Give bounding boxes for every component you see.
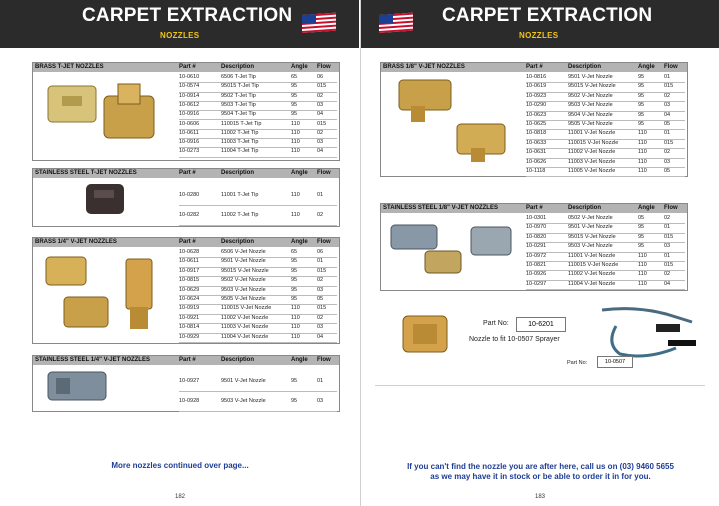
left-page-number: 182 (175, 494, 186, 500)
table-cell: 06 (317, 74, 324, 80)
table-cell: 95 (291, 101, 298, 108)
right-footer-line2: as we may have it in stock or be able to order it in for you. (430, 472, 651, 481)
table-cell: 95 (291, 258, 298, 265)
table-cell: 10-0631 (526, 149, 547, 156)
table-cell: 01 (664, 252, 671, 259)
right-banner (361, 0, 719, 48)
table-cell: 03 (317, 101, 324, 108)
table-cell: 110 (638, 252, 647, 259)
table-cell: 10-0282 (179, 212, 200, 218)
table-cell: 10-0629 (179, 286, 200, 293)
column-header: Angle (291, 357, 308, 363)
table-cell: 110 (638, 168, 647, 174)
section-header (381, 63, 687, 72)
table-cell: 110 (638, 130, 647, 137)
column-header: Part # (526, 205, 543, 211)
table-cell: 03 (664, 243, 671, 250)
table-cell: 10-0818 (526, 130, 547, 137)
table-cell: 9503 V-Jet Nozzle (221, 286, 266, 293)
column-header: Description (221, 239, 255, 245)
table-cell: 10-0610 (179, 74, 200, 80)
table-cell: 02 (664, 149, 671, 156)
table-cell: 02 (664, 92, 671, 99)
table-cell: 95 (638, 233, 645, 240)
table-cell: 015 (664, 233, 674, 240)
table-cell: 11001 V-Jet Nozzle (568, 130, 616, 137)
section-header (33, 238, 339, 247)
table-cell: 01 (317, 258, 324, 265)
table-cell: 02 (317, 129, 324, 136)
table-cell: 95 (638, 121, 645, 127)
table-cell: 10-0914 (179, 92, 200, 99)
table-cell: 10-0821 (526, 262, 547, 268)
column-header: Angle (291, 64, 308, 70)
left-footer-note: More nozzles continued over page... (111, 461, 249, 470)
table-cell: 06 (317, 249, 324, 255)
column-header: Angle (291, 239, 308, 245)
table-cell: 03 (317, 398, 324, 404)
table-cell: 110 (291, 139, 300, 146)
table-cell: 015 (317, 83, 327, 90)
brass-t-jet-photo (40, 74, 165, 154)
table-cell: 11002 V-Jet Nozzle (568, 271, 616, 278)
table-cell: 9503 T-Jet Tip (221, 101, 256, 108)
table-cell: 015 (317, 120, 327, 127)
table-cell: 110015 T-Jet Tip (221, 120, 262, 127)
brass-eighth-v-jet-photo (387, 72, 512, 172)
table-cell: 95015 T-Jet Tip (221, 83, 259, 90)
column-header: Part # (526, 64, 543, 70)
table-cell: 01 (317, 192, 324, 198)
table-cell: 10-0273 (179, 148, 200, 155)
table-cell: 02 (317, 92, 324, 99)
table-cell: 10-0628 (179, 249, 200, 255)
table-cell: 95 (291, 111, 298, 118)
table-cell: 11003 T-Jet Tip (221, 139, 259, 146)
table-cell: 04 (317, 148, 324, 155)
table-cell: 110 (291, 148, 300, 155)
left-banner (0, 0, 359, 48)
table-row (179, 333, 337, 343)
column-header: Flow (317, 170, 331, 176)
right-page-title: CARPET EXTRACTION (442, 5, 653, 26)
sprayer-part-value: 10-0507 (597, 356, 633, 368)
table-cell: 10-0923 (526, 92, 547, 99)
table-cell: 10-0612 (179, 101, 200, 108)
right-footer-line1: If you can't find the nozzle you are after here, call us on (03) 9460 5655 (407, 462, 674, 471)
table-cell: 10-0297 (526, 280, 547, 287)
table-cell: 110 (638, 271, 647, 278)
table-cell: 05 (664, 168, 671, 174)
table-cell: 9501 V-Jet Nozzle (221, 378, 266, 384)
table-row (526, 167, 685, 177)
table-cell: 6506 V-Jet Nozzle (221, 249, 266, 255)
table-cell: 10-0611 (179, 258, 199, 265)
table-cell: 11005 V-Jet Nozzle (568, 168, 616, 174)
table-row (179, 371, 337, 392)
table-cell: 11003 V-Jet Nozzle (221, 324, 269, 331)
table-cell: 65 (291, 74, 298, 80)
table-cell: 015 (317, 305, 327, 312)
table-cell: 03 (664, 102, 671, 109)
table-cell: 9502 V-Jet Nozzle (221, 277, 266, 284)
table-cell: 04 (317, 111, 324, 118)
table-cell: 015 (317, 267, 327, 274)
table-cell: 10-0815 (179, 277, 200, 284)
table-cell: 10-0625 (526, 121, 547, 127)
table-cell: 03 (317, 139, 324, 146)
table-cell: 10-0633 (526, 139, 547, 146)
column-header: Part # (179, 239, 196, 245)
table-cell: 10-0927 (179, 378, 200, 384)
table-cell: 10-0917 (179, 267, 200, 274)
table-cell: 110 (291, 192, 300, 198)
table-cell: 10-1118 (526, 168, 546, 174)
section-header (33, 63, 339, 72)
table-cell: 110 (291, 324, 300, 331)
table-cell: 110 (291, 212, 300, 218)
table-cell: 10-0301 (526, 215, 547, 221)
column-header: Part # (179, 357, 196, 363)
table-cell: 10-0916 (179, 139, 200, 146)
table-cell: 95015 V-Jet Nozzle (221, 267, 269, 274)
table-cell: 015 (664, 83, 674, 90)
table-cell: 04 (664, 280, 671, 287)
table-cell: 110 (291, 314, 300, 321)
column-header: Angle (638, 64, 655, 70)
section-title: STAINLESS STEEL T-JET NOZZLES (35, 170, 137, 176)
table-cell: 11002 V-Jet Nozzle (221, 314, 269, 321)
table-cell: 9503 V-Jet Nozzle (568, 102, 613, 109)
column-header: Angle (291, 170, 308, 176)
table-cell: 05 (638, 215, 645, 221)
column-header: Description (221, 170, 255, 176)
table-cell: 95 (638, 111, 645, 118)
table-cell: 9501 V-Jet Nozzle (568, 74, 613, 80)
table-cell: 95 (638, 74, 645, 80)
table-cell: 110 (638, 139, 647, 146)
nozzle-photo (395, 310, 455, 358)
table-cell: 11001 T-Jet Tip (221, 192, 259, 198)
table-cell: 04 (664, 111, 671, 118)
right-page-subtitle: NOZZLES (519, 31, 559, 40)
table-row (179, 185, 337, 206)
nozzle-caption: Nozzle to fit 10-0507 Sprayer (469, 336, 560, 343)
table-cell: 95 (291, 286, 298, 293)
us-flag-icon (379, 12, 413, 34)
table-cell: 95015 V-Jet Nozzle (568, 83, 616, 90)
table-cell: 10-0929 (179, 333, 200, 340)
table-cell: 015 (664, 262, 674, 268)
table-cell: 110 (638, 149, 647, 156)
column-header: Flow (317, 357, 331, 363)
table-cell: 9503 V-Jet Nozzle (568, 243, 613, 250)
table-cell: 01 (317, 378, 324, 384)
table-cell: 6506 T-Jet Tip (221, 74, 256, 80)
table-cell: 110 (291, 333, 300, 340)
table-cell: 10-0623 (526, 111, 547, 118)
table-cell: 110 (638, 280, 647, 287)
table-cell: 110 (291, 129, 300, 136)
table-cell: 95 (638, 243, 645, 250)
column-header: Flow (664, 64, 678, 70)
sprayer-photo (596, 304, 706, 362)
table-cell: 9504 V-Jet Nozzle (568, 111, 613, 118)
column-header: Flow (664, 205, 678, 211)
table-cell: 11002 T-Jet Tip (221, 129, 259, 136)
table-cell: 11002 T-Jet Tip (221, 212, 259, 218)
table-row (179, 147, 337, 157)
table-cell: 02 (317, 277, 324, 284)
table-cell: 03 (317, 324, 324, 331)
table-cell: 9503 V-Jet Nozzle (221, 398, 266, 404)
table-cell: 10-0626 (526, 158, 547, 165)
table-cell: 03 (317, 286, 324, 293)
table-cell: 10-0916 (179, 111, 200, 118)
column-header: Description (221, 64, 255, 70)
table-cell: 110 (638, 262, 647, 268)
table-cell: 11004 V-Jet Nozzle (221, 333, 269, 340)
table-cell: 11002 V-Jet Nozzle (568, 149, 616, 156)
brass-quarter-v-jet-photo (36, 247, 166, 339)
table-cell: 02 (317, 212, 324, 218)
table-cell: 11004 V-Jet Nozzle (568, 280, 616, 287)
left-page-title: CARPET EXTRACTION (82, 5, 293, 26)
table-cell: 015 (664, 139, 674, 146)
table-cell: 10-0814 (179, 324, 200, 331)
table-cell: 02 (664, 271, 671, 278)
column-header: Part # (179, 64, 196, 70)
left-page (0, 0, 359, 506)
table-cell: 10-0611 (179, 129, 199, 136)
table-cell: 95 (638, 83, 645, 90)
table-cell: 10-0291 (526, 243, 547, 250)
table-cell: 9505 V-Jet Nozzle (568, 121, 613, 127)
section-title: BRASS T-JET NOZZLES (35, 64, 104, 70)
stainless-quarter-v-jet-photo (42, 364, 112, 408)
right-page (360, 0, 719, 506)
table-cell: 95 (291, 398, 298, 404)
part-no-label: Part No: (483, 320, 509, 327)
table-row (179, 391, 337, 412)
table-row (179, 205, 337, 226)
table-cell: 110 (291, 120, 300, 127)
table-cell: 10-0970 (526, 224, 547, 231)
divider (375, 385, 705, 386)
table-cell: 01 (664, 74, 671, 80)
table-cell: 10-0820 (526, 233, 547, 240)
table-cell: 10-0926 (526, 271, 547, 278)
table-cell: 9504 T-Jet Tip (221, 111, 256, 118)
table-cell: 10-0928 (179, 398, 200, 404)
column-header: Flow (317, 64, 331, 70)
sprayer-part-label: Part No: (567, 360, 588, 366)
table-cell: 02 (317, 314, 324, 321)
column-header: Flow (317, 239, 331, 245)
table-cell: 05 (664, 121, 671, 127)
column-header: Angle (638, 205, 655, 211)
table-cell: 01 (664, 224, 671, 231)
column-header: Description (568, 205, 602, 211)
section-title: BRASS 1/4" V-JET NOZZLES (35, 239, 117, 245)
left-page-subtitle: NOZZLES (160, 31, 200, 40)
table-cell: 65 (291, 249, 298, 255)
table-cell: 9501 V-Jet Nozzle (568, 224, 613, 231)
section-header (33, 169, 339, 178)
stainless-eighth-v-jet-photo (385, 215, 525, 285)
column-header: Description (568, 64, 602, 70)
table-cell: 9502 T-Jet Tip (221, 92, 256, 99)
table-cell: 11004 T-Jet Tip (221, 148, 259, 155)
table-cell: 9502 V-Jet Nozzle (568, 92, 613, 99)
table-cell: 95015 V-Jet Nozzle (568, 233, 616, 240)
table-cell: 10-0972 (526, 252, 547, 259)
table-cell: 10-0921 (179, 314, 200, 321)
table-cell: 10-0816 (526, 74, 547, 80)
table-cell: 110015 V-Jet Nozzle (568, 139, 619, 146)
table-cell: 10-0624 (179, 296, 200, 302)
right-page-number: 183 (535, 494, 546, 500)
table-cell: 03 (664, 158, 671, 165)
table-cell: 95 (291, 92, 298, 99)
table-cell: 10-0280 (179, 192, 200, 198)
table-cell: 110 (638, 158, 647, 165)
table-cell: 95 (638, 92, 645, 99)
column-header: Description (221, 357, 255, 363)
table-cell: 04 (317, 333, 324, 340)
section-header (381, 204, 687, 213)
table-cell: 01 (664, 130, 671, 137)
us-flag-icon (302, 12, 336, 34)
table-cell: 05 (317, 296, 324, 302)
section-title: STAINLESS STEEL 1/8" V-JET NOZZLES (383, 205, 498, 211)
table-cell: 10-0290 (526, 102, 547, 109)
table-cell: 11001 V-Jet Nozzle (568, 252, 616, 259)
section-stainless-t-jet (32, 168, 340, 227)
table-row (526, 280, 685, 290)
table-cell: 10-0919 (179, 305, 200, 312)
table-cell: 110015 V-Jet Nozzle (568, 262, 619, 268)
table-cell: 95 (291, 296, 298, 302)
stainless-t-jet-photo (80, 178, 130, 220)
table-cell: 95 (638, 224, 645, 231)
table-cell: 10-0606 (179, 120, 200, 127)
table-cell: 11003 V-Jet Nozzle (568, 158, 616, 165)
column-header: Part # (179, 170, 196, 176)
table-cell: 110 (291, 305, 300, 312)
table-cell: 110015 V-Jet Nozzle (221, 305, 272, 312)
section-title: BRASS 1/8" V-JET NOZZLES (383, 64, 465, 70)
table-cell: 9505 V-Jet Nozzle (221, 296, 266, 302)
table-cell: 95 (638, 102, 645, 109)
table-cell: 10-0574 (179, 83, 200, 90)
table-cell: 02 (664, 215, 671, 221)
table-cell: 10-0619 (526, 83, 547, 90)
table-cell: 9501 V-Jet Nozzle (221, 258, 266, 265)
table-cell: 0502 V-Jet Nozzle (568, 215, 613, 221)
section-title: STAINLESS STEEL 1/4" V-JET NOZZLES (35, 357, 150, 363)
table-cell: 95 (291, 378, 298, 384)
table-cell: 95 (291, 267, 298, 274)
part-no-value: 10-6201 (516, 317, 566, 332)
table-cell: 95 (291, 83, 298, 90)
table-cell: 95 (291, 277, 298, 284)
